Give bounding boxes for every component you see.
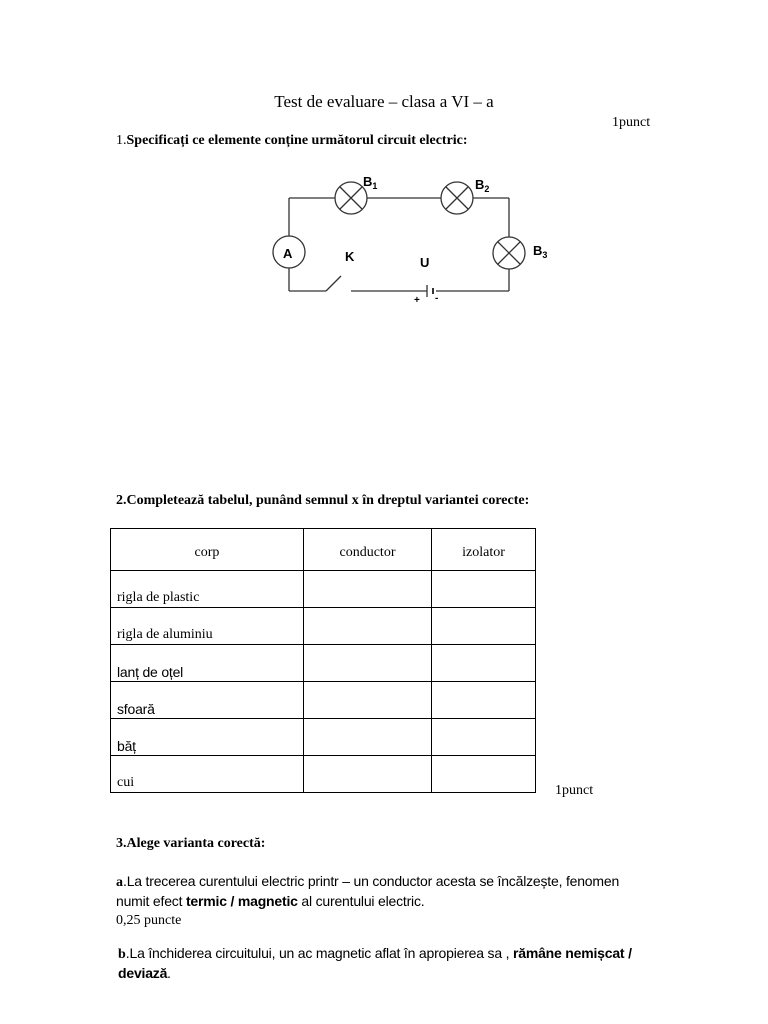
q1-text bbox=[116, 133, 468, 149]
q1-prompt: Specificați ce elemente conține următorul circuit electric: bbox=[126, 133, 468, 148]
q1-points: 1punct bbox=[612, 115, 651, 130]
q3a-label: a bbox=[116, 875, 123, 890]
izolator-cell[interactable] bbox=[432, 719, 536, 756]
switch-lever bbox=[326, 276, 341, 291]
header-corp: corp bbox=[111, 529, 304, 571]
bulb-b1-label: $B_1$ bbox=[363, 174, 378, 191]
materials-table bbox=[110, 528, 536, 793]
q3a-text: a.La trecerea curentului electric printr – un conductor acesta se încălzește, fenomen numit efect termic / magnetic al curentului electric. 0,25 puncte bbox=[116, 873, 620, 928]
izolator-cell[interactable] bbox=[432, 608, 536, 645]
izolator-cell[interactable] bbox=[432, 756, 536, 793]
row-label: sfoară bbox=[111, 682, 304, 719]
q3b-label: b bbox=[118, 947, 126, 962]
q3b-options-1: rămâne nemișcat / bbox=[512, 945, 632, 961]
battery-plus-label: + bbox=[414, 295, 420, 306]
conductor-cell[interactable] bbox=[304, 608, 432, 645]
bulb-b2-label: $B_2$ bbox=[475, 177, 490, 194]
q3b-options-2: deviază bbox=[118, 965, 168, 981]
table-row bbox=[111, 756, 536, 793]
bulb-b3-icon bbox=[493, 237, 525, 269]
izolator-cell[interactable] bbox=[432, 571, 536, 608]
conductor-cell[interactable] bbox=[304, 719, 432, 756]
conductor-cell[interactable] bbox=[304, 756, 432, 793]
conductor-cell[interactable] bbox=[304, 571, 432, 608]
voltage-label: U bbox=[420, 255, 430, 270]
izolator-cell[interactable] bbox=[432, 645, 536, 682]
row-label: lanț de oțel bbox=[111, 645, 304, 682]
table-row bbox=[111, 719, 536, 756]
header-izolator: izolator bbox=[432, 529, 536, 571]
conductor-cell[interactable] bbox=[304, 682, 432, 719]
bulb-b3-label: $B_3$ bbox=[533, 243, 548, 260]
q2-points: 1punct bbox=[555, 783, 594, 798]
table-row bbox=[111, 571, 536, 608]
q3b-text: b.La închiderea circuitului, un ac magnetic aflat în apropierea sa , rămâne nemișcat / deviază. bbox=[118, 945, 632, 982]
row-label: rigla de plastic bbox=[111, 571, 304, 608]
circuit-diagram bbox=[260, 160, 580, 310]
page-title: Test de evaluare – clasa a VI – a bbox=[274, 92, 494, 111]
header-conductor: conductor bbox=[304, 529, 432, 571]
table-header-row bbox=[111, 529, 536, 571]
q3-heading: 3.Alege varianta corectă: bbox=[116, 836, 266, 851]
conductor-cell[interactable] bbox=[304, 645, 432, 682]
q2-text: 2.Completează tabelul, punând semnul x în dreptul variantei corecte: bbox=[116, 493, 530, 508]
table-row bbox=[111, 645, 536, 682]
battery-minus-label: - bbox=[435, 293, 439, 304]
table-row bbox=[111, 608, 536, 645]
bulb-b2-icon bbox=[441, 182, 473, 214]
q3a-points: 0,25 puncte bbox=[116, 913, 182, 928]
row-label: rigla de aluminiu bbox=[111, 608, 304, 645]
ammeter-label: A bbox=[283, 246, 293, 261]
q1-number: 1. bbox=[116, 133, 127, 148]
row-label: băț bbox=[111, 719, 304, 756]
izolator-cell[interactable] bbox=[432, 682, 536, 719]
q3a-options: termic / magnetic bbox=[185, 893, 298, 909]
row-label: cui bbox=[111, 756, 304, 793]
table-row bbox=[111, 682, 536, 719]
switch-label: K bbox=[345, 249, 355, 264]
